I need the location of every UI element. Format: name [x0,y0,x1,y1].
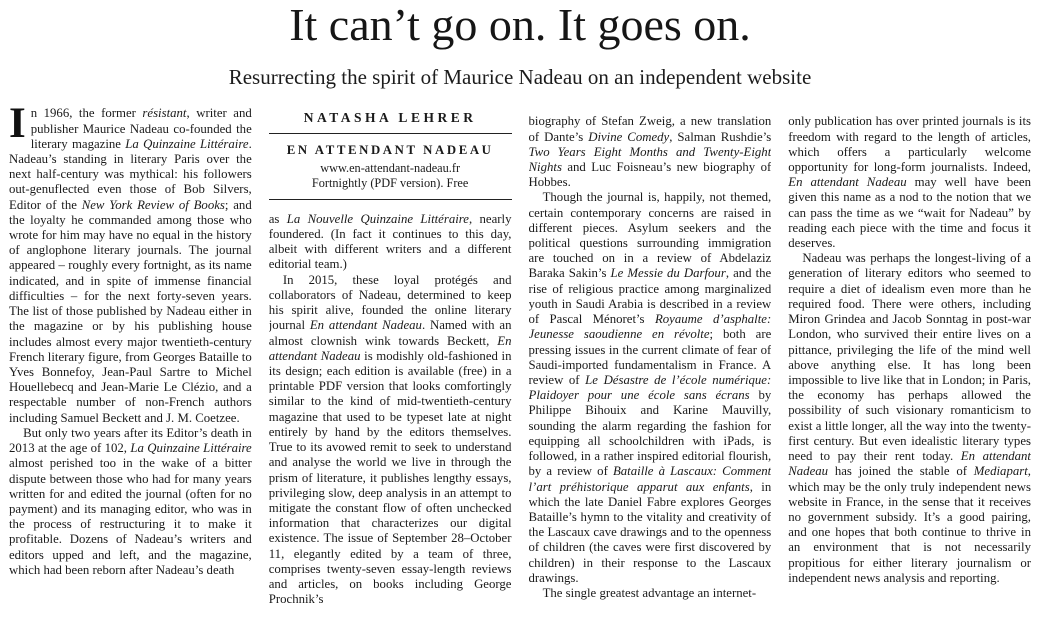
publication-frequency: Fortnightly (PDF version). Free [311,176,469,191]
italic-text-run: En attendant Nadeau [309,318,422,333]
text-run: has joined the stable of [828,464,974,479]
text-run: , in which the late Daniel Fabre explores Georges Bataille’s hymn to the vitality and creativity of the Lascaux cave drawings and to the openness of children (the caves were first discovered by children) in their response to the Lascaux drawings. [528,479,772,585]
text-run: almost perished too in the wake of a bitter dispute between those who had for many years written for and edited the journal (often for no payment) and its managing editor, who was in the process of restructuring it to make it profitable. Dozens of Nadeau’s writers and editors upped and left, and the magazine, which had been reborn after Nadeau’s death [9,456,252,577]
byline-author: NATASHA LEHRER [303,110,477,126]
drop-cap: I [9,106,26,148]
italic-text-run: La Quinzaine Littéraire [125,136,249,151]
paragraph [788,251,1031,586]
text-run: is modishly old-fashioned in its design; each edition is available (free) in a printable PDF version that looks comfortingly similar to the kind of mid-twentieth-century magazine that used to be typeset late at night entirely by hand by the editors themselves. True to its avowed remit to seek to understand and analyse the world we live in through the prism of literature, it publishes lengthy essays, privileging slow, deep analysis in an attempt to mitigate the constant flow of often unchecked information that characterizes our digital existence. The issue of September 28–October 11, elegantly edited by a team of three, comprises twenty-seven essay-length reviews and articles, on books including George Prochnik’s [268,348,512,607]
italic-text-run: Royaume d’asphalte: Jeunesse saoudienne en révolte [528,312,772,342]
column-3 [529,106,772,606]
column-1 [9,106,252,606]
paragraph [269,212,512,273]
italic-text-run: La Quinzaine Littéraire [130,441,252,456]
column-2 [269,106,512,606]
text-run: In 2015, these loyal protégés and collaborators of Nadeau, determined to keep his spirit alive, founded the online literary journal [268,272,512,333]
italic-text-run: En attendant Nadeau [788,449,1031,479]
italic-text-run: Bataille à Lascaux: Comment l’art préhistorique apparut aux enfants [528,464,772,494]
paragraph [529,190,772,586]
column-2-text [269,212,512,606]
article-subtitle: Resurrecting the spirit of Maurice Nadeau on an independent website [228,65,812,90]
italic-text-run: Le Messie du Darfour [610,266,726,281]
paragraph [529,114,772,190]
paragraph [788,114,1031,251]
text-run: only publication has over printed journals is its freedom with regard to the length of articles, which offers a particularly welcome opportunity for long-form journalists. Indeed, [788,114,1031,174]
italic-text-run: En attendant Nadeau [788,175,907,190]
paragraph [529,586,772,601]
text-run: , and the rise of religious practice among marginalized youth in Saudi Arabia is described in a review of Pascal Ménoret’s [528,266,772,327]
text-run: biography of Stefan Zweig, a new translation of Dante’s [528,114,772,144]
text-run: But only two years after its Editor’s death in 2013 at the age of 102, [9,425,252,456]
text-run: , Salman Rushdie’s [669,129,772,144]
italic-text-run: Divine Comedy [588,129,670,144]
italic-text-run: En attendant Nadeau [268,333,512,363]
article-body [0,106,1040,606]
publication-info [269,134,512,198]
text-run: Though the journal is, happily, not themed, certain contemporary concerns are raised in different pieces. Asylum seekers and the political questions surrounding immigration are touched on in a review of Abdelaziz Baraka Sakin’s [528,190,772,281]
text-run: ; and the loyalty he commanded among those who wrote for him may have no equal in the history of anglophone literary journals. The journal appeared – roughly every fortnight, as its name indicated, and in spite of immense financial difficulties – for the next forty-seven years. The list of those published by Nadeau either in the magazine or by his publishing house includes almost every major twentieth-century French literary figure, from Georges Bataille to Yves Bonnefoy, Jean-Paul Sartre to Michel Houellebecq and Jean-Marie Le Clézio, and a respectable number of non-French authors including Samuel Beckett and J. M. Coetzee. [9,197,252,425]
text-run: Nadeau was perhaps the longest-living of a generation of literary editors who seemed to require a diet of idealism even more than he required food. There were others, including Miron Grindea and Jacob Sonntag in post-war London, who survived their entire lives on a pittance, privileging the life of the mind well above anything else. It has long been impossible to live like that in London; in Paris, the economy has perhaps allowed the possibility of such visionary romanticism to exist a little longer, all the way into the twenty-first century. But even idealistic literary types need to pay their rent today. [788,251,1031,464]
italic-text-run: New York Review of Books [81,197,225,212]
text-run: . Named with an almost clownish wink towards Beckett, [268,318,512,348]
italic-text-run: résistant [142,106,187,121]
article-title: It can’t go on. It goes on. [289,0,751,50]
italic-text-run: Two Years Eight Months and Twenty-Eight Nights [528,144,772,174]
text-run: as [268,211,287,226]
text-run: by Philippe Bihouix and Karine Mauvilly, sounding the alarm regarding the fashion for equipping all schoolchildren with iPads, is followed, in a rather inspired editorial flourish, by a review of [528,388,772,479]
text-run: The single greatest advantage an internet- [542,586,757,601]
text-run: , which may be the only truly independent news website in France, in the sense that it receives no government subsidy. It’s a good pairing, and one hopes that both continue to thrive in an environment that is not necessarily propitious for either literary journalism or independent news analysis and reporting. [788,464,1031,585]
publication-name: EN ATTENDANT NADEAU [286,143,494,158]
publication-website: www.en-attendant-nadeau.fr [320,160,461,175]
text-run: , nearly foundered. (In fact it continues to this day, albeit with different writers and a different editorial team.) [268,211,512,272]
byline-rule-bottom [269,199,512,200]
text-run: may well have been given this name as a nod to the notion that we can pass the time as we “wait for Nadeau” by reading each piece with the time and focus it deserves. [788,175,1031,251]
text-run: . Nadeau’s standing in literary Paris over the next half-century was mythical: his followers out-genuflected even those of Bob Silvers, Editor of the [9,136,252,212]
column-4 [788,106,1031,606]
italic-text-run: Le Désastre de l’école numérique: Plaidoyer pour une école sans écrans [528,373,772,403]
text-run: n 1966, the former [30,106,143,121]
italic-text-run: Mediapart [973,464,1028,479]
text-run: ; both are pressing issues in the current climate of fear of Saudi-imported fundamentalism in France. A review of [528,327,772,388]
text-run: and Luc Foisneau’s new biography of Hobbes. [528,159,772,190]
masthead [0,0,1040,90]
paragraph [9,426,252,578]
italic-text-run: La Nouvelle Quinzaine Littéraire [286,211,469,226]
text-run: , writer and publisher Maurice Nadeau co-founded the literary magazine [30,106,252,151]
byline-box [269,110,512,200]
paragraph [9,106,252,426]
paragraph [269,273,512,607]
